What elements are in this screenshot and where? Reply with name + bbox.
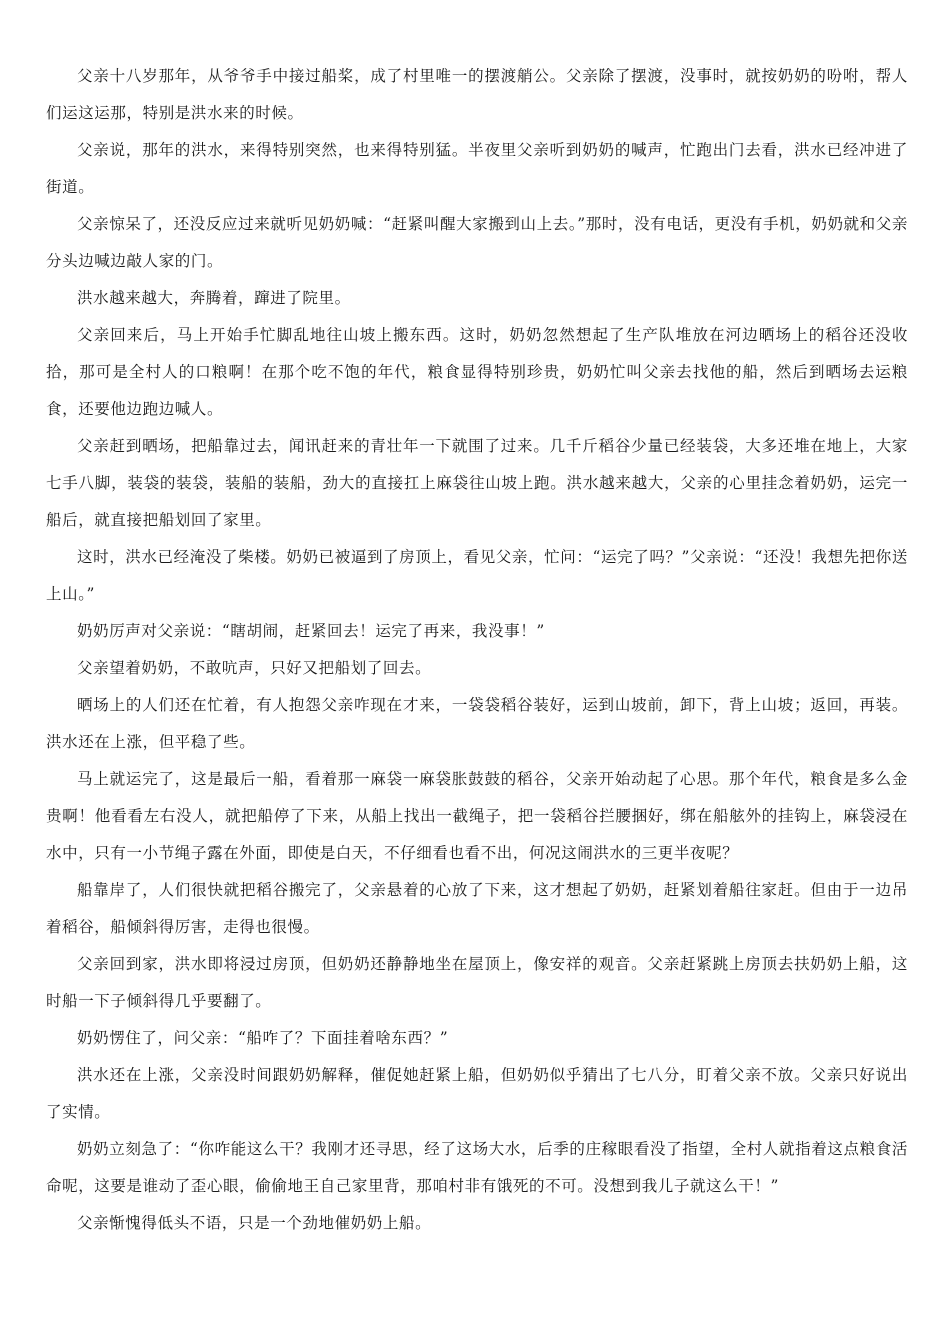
paragraph-6: 父亲赶到晒场，把船靠过去，闻讯赶来的青壮年一下就围了过来。几千斤稻谷少量已经装袋，大多还堆在地上，大家七手八脚，装袋的装袋，装船的装船，劲大的直接扛上麻袋往山坡上跑。洪水越来越大，父亲的心里挂念着奶奶，运完一船后，就直接把船划回了家里。 <box>46 437 908 529</box>
paragraph-1: 父亲十八岁那年，从爷爷手中接过船桨，成了村里唯一的摆渡艄公。父亲除了摆渡，没事时，就按奶奶的吩咐，帮人们运这运那，特别是洪水来的时候。 <box>46 67 908 122</box>
paragraph-15: 洪水还在上涨，父亲没时间跟奶奶解释，催促她赶紧上船，但奶奶似乎猜出了七八分，盯着父亲不放。父亲只好说出了实情。 <box>46 1066 908 1121</box>
paragraph-11: 马上就运完了，这是最后一船，看着那一麻袋一麻袋胀鼓鼓的稻谷，父亲开始动起了心思。那个年代，粮食是多么金贵啊！他看看左右没人，就把船停了下来，从船上找出一截绳子，把一袋稻谷拦腰捆好，绑在船舷外的挂钩上，麻袋浸在水中，只有一小节绳子露在外面，即使是白天，不仔细看也看不出，何况这闹洪水的三更半夜呢？ <box>46 770 908 862</box>
paragraph-5: 父亲回来后，马上开始手忙脚乱地往山坡上搬东西。这时，奶奶忽然想起了生产队堆放在河边晒场上的稻谷还没收拾，那可是全村人的口粮啊！在那个吃不饱的年代，粮食显得特别珍贵，奶奶忙叫父亲去找他的船，然后到晒场去运粮食，还要他边跑边喊人。 <box>46 326 908 418</box>
paragraph-13: 父亲回到家，洪水即将浸过房顶，但奶奶还静静地坐在屋顶上，像安祥的观音。父亲赶紧跳上房顶去扶奶奶上船，这时船一下子倾斜得几乎要翻了。 <box>46 955 908 1010</box>
paragraph-12: 船靠岸了，人们很快就把稻谷搬完了，父亲悬着的心放了下来，这才想起了奶奶，赶紧划着船往家赶。但由于一边吊着稻谷，船倾斜得厉害，走得也很慢。 <box>46 881 908 936</box>
paragraph-4: 洪水越来越大，奔腾着，蹿进了院里。 <box>77 289 351 307</box>
paragraph-8: 奶奶厉声对父亲说：“瞎胡闹，赶紧回去！运完了再来，我没事！” <box>77 622 545 640</box>
paragraph-7: 这时，洪水已经淹没了柴楼。奶奶已被逼到了房顶上，看见父亲，忙问：“运完了吗？”父亲说：“还没！我想先把你送上山。” <box>46 548 908 603</box>
paragraph-16: 奶奶立刻急了：“你咋能这么干？我刚才还寻思，经了这场大水，后季的庄稼眼看没了指望，全村人就指着这点粮食活命呢，这要是谁动了歪心眼，偷偷地王自己家里背，那咱村非有饿死的不可。没想到我儿子就这么干！” <box>46 1140 908 1195</box>
paragraph-10: 晒场上的人们还在忙着，有人抱怨父亲咋现在才来，一袋袋稻谷装好，运到山坡前，卸下，背上山坡；返回，再装。洪水还在上涨，但平稳了些。 <box>46 696 908 751</box>
document-page <box>46 58 908 1242</box>
paragraph-3: 父亲惊呆了，还没反应过来就听见奶奶喊：“赶紧叫醒大家搬到山上去。”那时，没有电话，更没有手机，奶奶就和父亲分头边喊边敲人家的门。 <box>46 215 908 270</box>
paragraph-2: 父亲说，那年的洪水，来得特别突然，也来得特别猛。半夜里父亲听到奶奶的喊声，忙跑出门去看，洪水已经冲进了街道。 <box>46 141 908 196</box>
paragraph-17: 父亲惭愧得低头不语，只是一个劲地催奶奶上船。 <box>77 1214 432 1232</box>
paragraph-14: 奶奶愣住了，问父亲：“船咋了？下面挂着啥东西？” <box>77 1029 449 1047</box>
paragraph-9: 父亲望着奶奶，不敢吭声，只好又把船划了回去。 <box>77 659 432 677</box>
